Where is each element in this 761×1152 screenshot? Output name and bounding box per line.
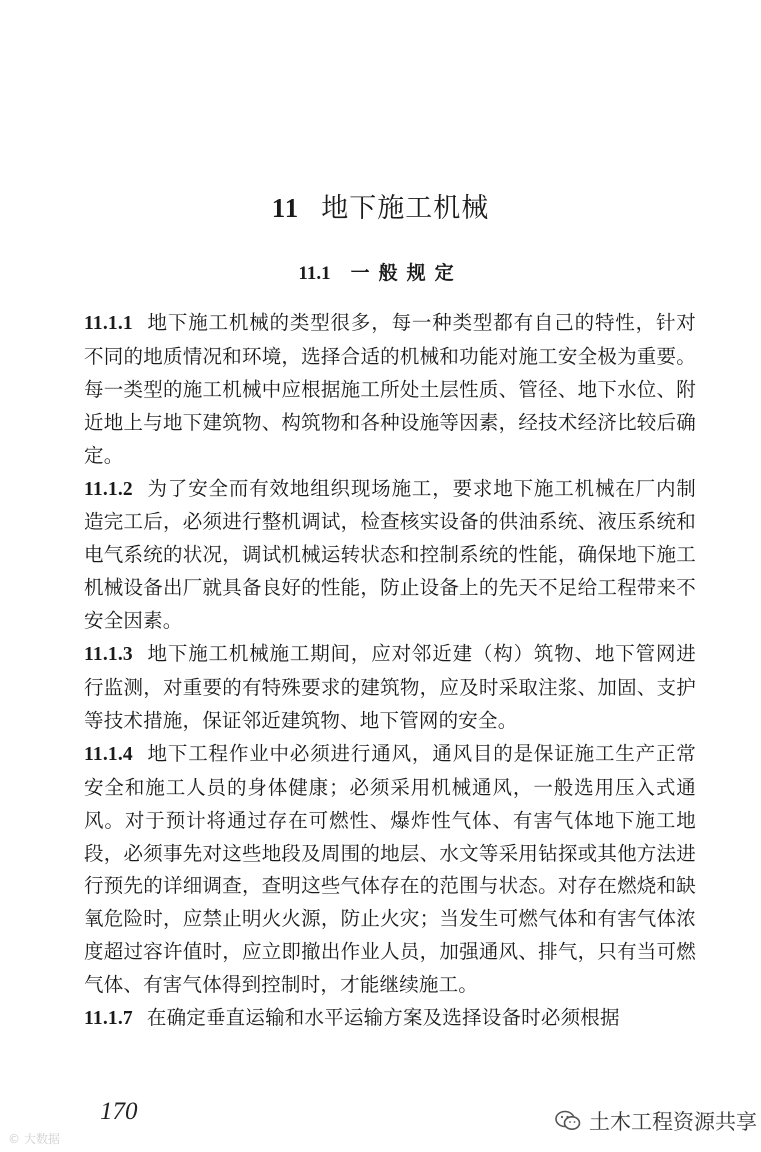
paragraph-11-1-4 — [84, 738, 696, 1002]
section-title — [0, 258, 761, 289]
body-text — [84, 307, 696, 1036]
watermark-left-text: 大数据 — [24, 1132, 61, 1146]
wechat-icon — [555, 1110, 581, 1132]
paragraph-text: 地下施工机械施工期间，应对邻近建（构）筑物、地下管网进行监测，对重要的有特殊要求的建筑物，应及时采取注浆、加固、支护等技术措施，保证邻近建筑物、地下管网的安全。 — [84, 642, 696, 732]
paragraph-11-1-7 — [84, 1002, 696, 1036]
paragraph-text: 在确定垂直运输和水平运输方案及选择设备时必须根据 — [146, 1006, 620, 1030]
clause-number: 11.1.7 — [84, 1008, 133, 1030]
paragraph-11-1-2 — [84, 473, 696, 639]
paragraph-11-1-3 — [84, 638, 696, 738]
chapter-title-text: 地下施工机械 — [321, 193, 490, 224]
paragraph-text: 地下工程作业中必须进行通风，通风目的是保证施工生产正常安全和施工人员的身体健康；必须采用机械通风，一般选用压入式通风。对于预计将通过存在可燃性、爆炸性气体、有害气体地下施工地段，必须事先对这些地段及周围的地层、水文等采用钻探或其他方法进行预先的详细调查，查明这些气体存在的范围与状态。对存在燃烧和缺氧危险时，应禁止明火火源，防止火灾；当发生可燃气体和有害气体浓度超过容许值时，应立即撤出作业人员，加强通风、排气，只有当可燃气体、有害气体得到控制时，才能继续施工。 — [84, 741, 696, 997]
watermark-right-text: 土木工程资源共享 — [589, 1110, 757, 1134]
paragraph-text: 为了安全而有效地组织现场施工，要求地下施工机械在厂内制造完工后，必须进行整机调试，检查核实设备的供油系统、液压系统和电气系统的状况，调试机械运转状态和控制系统的性能，确保地下施工机械设备出厂就具备良好的性能，防止设备上的先天不足给工程带来不安全因素。 — [84, 476, 696, 633]
clause-number: 11.1.3 — [84, 644, 133, 666]
page-number: 170 — [100, 1098, 138, 1125]
section-number: 11.1 — [298, 263, 331, 284]
chapter-number: 11 — [271, 193, 300, 223]
chapter-title — [0, 188, 761, 229]
section-title-text: 一般规定 — [350, 262, 463, 284]
clause-number: 11.1.2 — [84, 478, 133, 500]
clause-number: 11.1.4 — [84, 743, 133, 765]
paragraph-11-1-1 — [84, 307, 696, 473]
paragraph-text: 地下施工机械的类型很多，每一种类型都有自己的特性，针对不同的地质情况和环境，选择合适的机械和功能对施工安全极为重要。每一类型的施工机械中应根据施工所处土层性质、管径、地下水位、附近地上与地下建筑物、构筑物和各种设施等因素，经技术经济比较后确定。 — [84, 311, 696, 467]
watermark-logo-icon: © — [8, 1132, 20, 1146]
watermark-left — [8, 1130, 60, 1147]
watermark-right — [555, 1106, 757, 1136]
clause-number: 11.1.1 — [84, 313, 133, 334]
